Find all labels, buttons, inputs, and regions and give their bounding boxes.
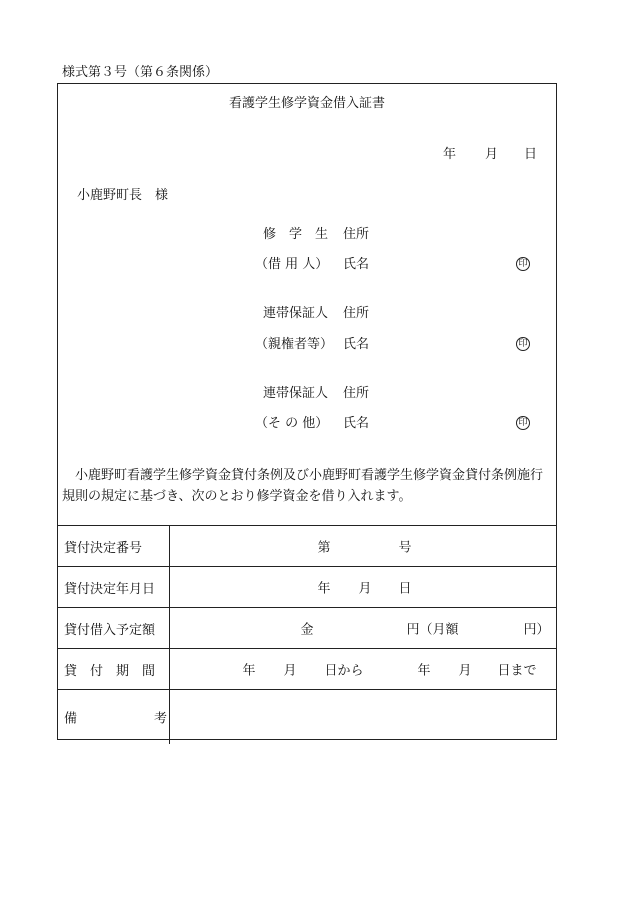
date-day: 日 bbox=[524, 147, 538, 162]
party-role-sub: （親権者等） bbox=[255, 337, 334, 352]
name-label: 氏名 bbox=[343, 337, 370, 352]
party-role-sub: （借 用 人） bbox=[255, 257, 329, 272]
address-label: 住所 bbox=[343, 227, 370, 242]
seal-mark: 印 bbox=[516, 416, 530, 430]
decision-day: 日 bbox=[398, 581, 412, 597]
remarks-label-left: 備 bbox=[64, 711, 78, 727]
address-label: 住所 bbox=[343, 306, 370, 321]
name-label: 氏名 bbox=[343, 416, 370, 431]
loan-details-table bbox=[57, 525, 557, 744]
party-role: 連帯保証人 bbox=[263, 306, 329, 321]
decision-year: 年 bbox=[317, 581, 331, 597]
date-year: 年 bbox=[443, 147, 457, 162]
period-end-day: 日まで bbox=[497, 663, 537, 679]
row-value bbox=[169, 608, 557, 649]
remarks-label-right: 考 bbox=[154, 711, 168, 727]
address-label: 住所 bbox=[343, 386, 370, 401]
row-label bbox=[57, 690, 169, 745]
period-start-month: 月 bbox=[283, 663, 297, 679]
decision-number-suffix: 号 bbox=[398, 540, 412, 556]
amount-yen-close: 円） bbox=[523, 622, 550, 638]
body-paragraph: 小鹿野町看護学生修学資金貸付条例及び小鹿野町看護学生修学資金貸付条例施行規則の規定に基づき、次のとおり修学資金を借り入れます。 bbox=[62, 468, 544, 504]
date-month: 月 bbox=[485, 147, 499, 162]
table-row bbox=[57, 649, 557, 690]
name-label: 氏名 bbox=[343, 257, 370, 272]
period-start-year: 年 bbox=[242, 663, 256, 679]
row-value bbox=[169, 526, 557, 567]
amount-prefix: 金 bbox=[300, 622, 314, 638]
period-end-year: 年 bbox=[417, 663, 431, 679]
seal-mark: 印 bbox=[516, 257, 530, 271]
period-start-day: 日から bbox=[324, 663, 364, 679]
row-label: 貸付決定年月日 bbox=[57, 567, 169, 608]
decision-number-prefix: 第 bbox=[317, 540, 331, 556]
row-value bbox=[169, 567, 557, 608]
document-title: 看護学生修学資金借入証書 bbox=[228, 96, 385, 111]
row-label: 貸 付 期 間 bbox=[57, 649, 169, 690]
table-row bbox=[57, 567, 557, 608]
addressee: 小鹿野町長 様 bbox=[77, 188, 169, 203]
remarks-value bbox=[169, 690, 557, 745]
amount-yen-monthly: 円（月額 bbox=[406, 622, 459, 638]
table-row bbox=[57, 608, 557, 649]
form-label: 様式第３号（第６条関係） bbox=[62, 65, 219, 80]
seal-mark: 印 bbox=[516, 337, 530, 351]
table-row bbox=[57, 690, 557, 745]
party-role: 連帯保証人 bbox=[263, 386, 329, 401]
party-role: 修 学 生 bbox=[263, 227, 329, 242]
row-label: 貸付決定番号 bbox=[57, 526, 169, 567]
decision-month: 月 bbox=[358, 581, 372, 597]
table-row bbox=[57, 526, 557, 567]
party-role-sub: （そ の 他） bbox=[255, 416, 329, 431]
row-value bbox=[169, 649, 557, 690]
row-label: 貸付借入予定額 bbox=[57, 608, 169, 649]
period-end-month: 月 bbox=[458, 663, 472, 679]
